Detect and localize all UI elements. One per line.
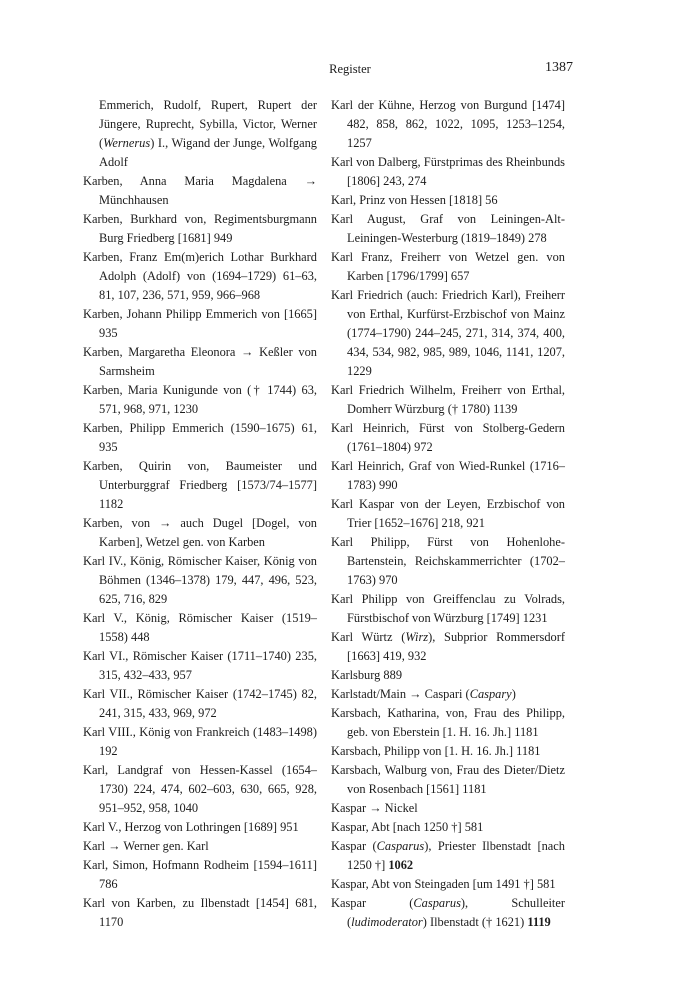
register-entry: Karl Heinrich, Graf von Wied-Runkel (1716–1783) 990 [331, 459, 565, 492]
register-entry: Karl, Landgraf von Hessen-Kassel (1654–1730) 224, 474, 602–603, 630, 665, 928, 951–952, 958, 1040 [83, 763, 317, 815]
register-entry: Kaspar (Casparus), Schulleiter (ludimoderator) Ilbenstadt († 1621) 1119 [331, 896, 565, 929]
register-entry: Kaspar (Casparus), Priester Ilbenstadt [nach 1250 †] 1062 [331, 839, 565, 872]
register-entry: Karben, Philipp Emmerich (1590–1675) 61, 935 [83, 421, 317, 454]
register-entry: Karl V., Herzog von Lothringen [1689] 951 [83, 820, 299, 834]
register-entry: Karl Heinrich, Fürst von Stolberg-Gedern (1761–1804) 972 [331, 421, 565, 454]
register-entry: Karl der Kühne, Herzog von Burgund [1474] 482, 858, 862, 1022, 1095, 1253–1254, 1257 [331, 98, 565, 150]
register-entry: Karl, Simon, Hofmann Rodheim [1594–1611] 786 [83, 858, 317, 891]
register-entry: Kaspar → Nickel [331, 801, 418, 815]
register-entry: Karl V., König, Römischer Kaiser (1519–1558) 448 [83, 611, 317, 644]
register-entry: Karl VIII., König von Frankreich (1483–1498) 192 [83, 725, 317, 758]
register-entry: Karl Würtz (Wirz), Subprior Rommersdorf [1663] 419, 932 [331, 630, 565, 663]
register-entry: Karben, Burkhard von, Regimentsburgmann Burg Friedberg [1681] 949 [83, 212, 317, 245]
register-entry: Karl IV., König, Römischer Kaiser, König von Böhmen (1346–1378) 179, 447, 496, 523, 625, 716, 829 [83, 554, 317, 606]
register-entry: Karben, Franz Em(m)erich Lothar Burkhard Adolph (Adolf) von (1694–1729) 61–63, 81, 107, 236, 571, 959, 966–968 [83, 250, 317, 302]
register-entry: Karl Philipp, Fürst von Hohenlohe-Bartenstein, Reichskammerrichter (1702–1763) 970 [331, 535, 565, 587]
register-entry: Emmerich, Rudolf, Rupert, Rupert der Jüngere, Ruprecht, Sybilla, Victor, Werner (Wernerus) I., Wigand der Junge, Wolfgang Adolf [99, 98, 317, 169]
register-entry: Karben, Johann Philipp Emmerich von [1665] 935 [83, 307, 317, 340]
register-entry: Karben, Anna Maria Magdalena → Münchhausen [83, 174, 317, 207]
register-column-right [331, 96, 565, 932]
register-entry: Karl VII., Römischer Kaiser (1742–1745) 82, 241, 315, 433, 969, 972 [83, 687, 317, 720]
register-entry: Karl Friedrich (auch: Friedrich Karl), Freiherr von Erthal, Kurfürst-Erzbischof von Mainz (1774–1790) 244–245, 271, 314, 374, 400, 434, 534, 982, 985, 989, 1046, 1141, 1207, 1229 [331, 288, 565, 378]
register-column-left [83, 96, 317, 932]
register-entry: Karl Kaspar von der Leyen, Erzbischof von Trier [1652–1676] 218, 921 [331, 497, 565, 530]
register-entry: Karl von Karben, zu Ilbenstadt [1454] 681, 1170 [83, 896, 317, 929]
register-entry: Karben, Maria Kunigunde von († 1744) 63, 571, 968, 971, 1230 [83, 383, 317, 416]
register-entry: Karben, Quirin von, Baumeister und Unterburggraf Friedberg [1573/74–1577] 1182 [83, 459, 317, 511]
register-entry: Kaspar, Abt von Steingaden [um 1491 †] 581 [331, 877, 556, 891]
register-entry: Karl VI., Römischer Kaiser (1711–1740) 235, 315, 432–433, 957 [83, 649, 317, 682]
register-entry: Karl → Werner gen. Karl [83, 839, 209, 853]
register-entry: Karsbach, Philipp von [1. H. 16. Jh.] 1181 [331, 744, 541, 758]
register-entry: Karben, von → auch Dugel [Dogel, von Karben], Wetzel gen. von Karben [83, 516, 317, 549]
register-entry: Karl Philipp von Greiffenclau zu Volrads, Fürstbischof von Würzburg [1749] 1231 [331, 592, 565, 625]
header-title: Register [329, 62, 371, 76]
register-entry: Karl von Dalberg, Fürstprimas des Rheinbunds [1806] 243, 274 [331, 155, 565, 188]
register-entry: Karlstadt/Main → Caspari (Caspary) [331, 687, 516, 701]
register-entry: Karl Friedrich Wilhelm, Freiherr von Erthal, Domherr Würzburg († 1780) 1139 [331, 383, 565, 416]
register-entry: Karl Franz, Freiherr von Wetzel gen. von Karben [1796/1799] 657 [331, 250, 565, 283]
page-number: 1387 [545, 60, 573, 75]
register-entry: Karl August, Graf von Leiningen-Alt-Leiningen-Westerburg (1819–1849) 278 [331, 212, 565, 245]
register-entry: Karlsburg 889 [331, 668, 403, 682]
register-entry: Kaspar, Abt [nach 1250 †] 581 [331, 820, 484, 834]
register-entry: Karsbach, Walburg von, Frau des Dieter/Dietz von Rosenbach [1561] 1181 [331, 763, 565, 796]
register-entry: Karsbach, Katharina, von, Frau des Philipp, geb. von Eberstein [1. H. 16. Jh.] 1181 [331, 706, 565, 739]
register-entry: Karben, Margaretha Eleonora → Keßler von Sarmsheim [83, 345, 317, 378]
register-entry: Karl, Prinz von Hessen [1818] 56 [331, 193, 498, 207]
